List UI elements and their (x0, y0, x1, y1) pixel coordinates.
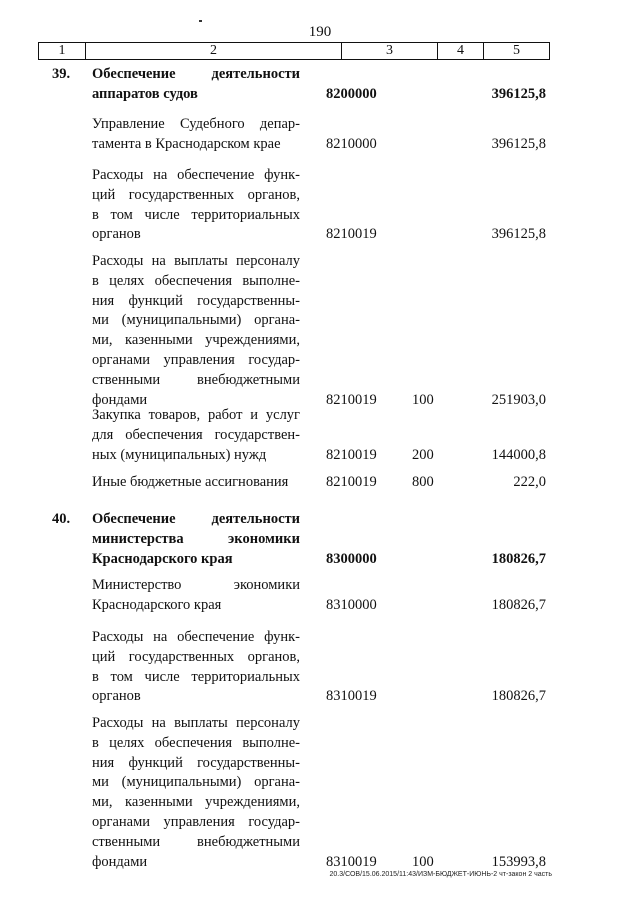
row-amount: 251903,0 (491, 391, 546, 408)
row-code: 8210019 (326, 446, 377, 463)
document-footer: 20.3/СОВ/15.06.2015/11:43/ИЗМ-БЮДЖЕТ-ИЮНЬ-2 чт-закон 2 часть (329, 871, 552, 878)
description-line: в целях обеспечения выполне- (92, 272, 300, 289)
column-header-2: 2 (86, 43, 342, 59)
description-line: ственными внебюджетными (92, 833, 300, 850)
row-code: 8310000 (326, 596, 377, 613)
description-line: фондами (92, 391, 148, 408)
table-row (0, 166, 640, 245)
row-amount: 396125,8 (491, 85, 546, 102)
row-number: 39. (52, 66, 71, 82)
table-row (0, 406, 640, 465)
row-code: 8310019 (326, 853, 377, 870)
description-line: ций государственных органов, (92, 186, 300, 203)
description-line: в целях обеспечения выполне- (92, 734, 300, 751)
row-description (92, 576, 300, 616)
description-line: ми, казенными учреждениями, (92, 332, 300, 349)
table-row (0, 473, 640, 493)
description-line: ных (муниципальных) нужд (92, 446, 267, 463)
row-amount: 396125,8 (491, 135, 546, 152)
description-line: Закупка товаров, работ и услуг (92, 407, 300, 423)
row-description (92, 473, 300, 493)
row-code: 8310019 (326, 688, 377, 705)
description-line: министерства экономики (92, 530, 300, 547)
description-line: органов (92, 226, 141, 243)
description-line: для обеспечения государствен- (92, 426, 300, 443)
row-expense-type: 100 (412, 391, 434, 408)
table-row (0, 115, 640, 155)
description-line: ми (муниципальными) органа- (92, 312, 300, 329)
row-code: 8200000 (326, 85, 377, 102)
column-header-1: 1 (39, 43, 86, 59)
description-line: Обеспечение деятельности (92, 66, 300, 82)
row-description (92, 406, 300, 465)
description-line: ми, казенными учреждениями, (92, 794, 300, 811)
table-row (0, 628, 640, 707)
row-number: 40. (52, 511, 71, 527)
description-line: Расходы на обеспечение функ- (92, 167, 300, 183)
scan-speck (199, 20, 202, 22)
description-line: Министерство экономики (92, 577, 300, 593)
row-expense-type: 100 (412, 853, 434, 870)
row-code: 8210019 (326, 474, 377, 490)
row-description (92, 65, 300, 105)
description-line: Обеспечение деятельности (92, 511, 300, 527)
row-code: 8210019 (326, 226, 377, 243)
description-line: Управление Судебного депар- (92, 116, 300, 132)
row-code: 8300000 (326, 550, 377, 567)
description-line: Иные бюджетные ассигнования (92, 474, 289, 490)
description-line: ций государственных органов, (92, 648, 300, 665)
row-amount: 153993,8 (491, 853, 546, 870)
description-line: Краснодарского края (92, 550, 233, 567)
row-description (92, 252, 300, 410)
description-line: органов (92, 688, 141, 705)
row-amount: 180826,7 (491, 550, 546, 567)
row-amount: 180826,7 (491, 596, 546, 613)
column-header-3: 3 (342, 43, 438, 59)
table-row (0, 252, 640, 410)
description-line: в том числе территориальных (92, 668, 300, 685)
column-header-5: 5 (513, 43, 520, 58)
row-expense-type: 800 (412, 474, 434, 490)
row-description (92, 510, 300, 569)
description-line: ния функций государственны- (92, 754, 300, 771)
row-expense-type: 200 (412, 446, 434, 463)
description-line: аппаратов судов (92, 85, 198, 102)
table-row (0, 576, 640, 616)
table-row (0, 65, 640, 105)
table-row (0, 510, 640, 569)
description-line: Расходы на обеспечение функ- (92, 629, 300, 645)
row-description (92, 115, 300, 155)
description-line: ми (муниципальными) органа- (92, 774, 300, 791)
row-amount: 222,0 (513, 474, 546, 490)
description-line: ственными внебюджетными (92, 371, 300, 388)
description-line: органами управления государ- (92, 813, 300, 830)
row-description (92, 714, 300, 872)
description-line: Расходы на выплаты персоналу (92, 253, 300, 269)
description-line: органами управления государ- (92, 351, 300, 368)
page-number: 190 (308, 24, 332, 40)
description-line: Расходы на выплаты персоналу (92, 715, 300, 731)
table-row (0, 714, 640, 872)
description-line: тамента в Краснодарском крае (92, 135, 281, 152)
description-line: фондами (92, 853, 148, 870)
description-line: ния функций государственны- (92, 292, 300, 309)
row-code: 8210000 (326, 135, 377, 152)
row-description (92, 166, 300, 245)
description-line: Краснодарского края (92, 596, 222, 613)
row-amount: 144000,8 (491, 446, 546, 463)
column-header-table (38, 42, 550, 60)
row-amount: 396125,8 (491, 226, 546, 243)
column-header-4: 4 (438, 43, 484, 59)
row-code: 8210019 (326, 391, 377, 408)
row-description (92, 628, 300, 707)
description-line: в том числе территориальных (92, 206, 300, 223)
row-amount: 180826,7 (491, 688, 546, 705)
